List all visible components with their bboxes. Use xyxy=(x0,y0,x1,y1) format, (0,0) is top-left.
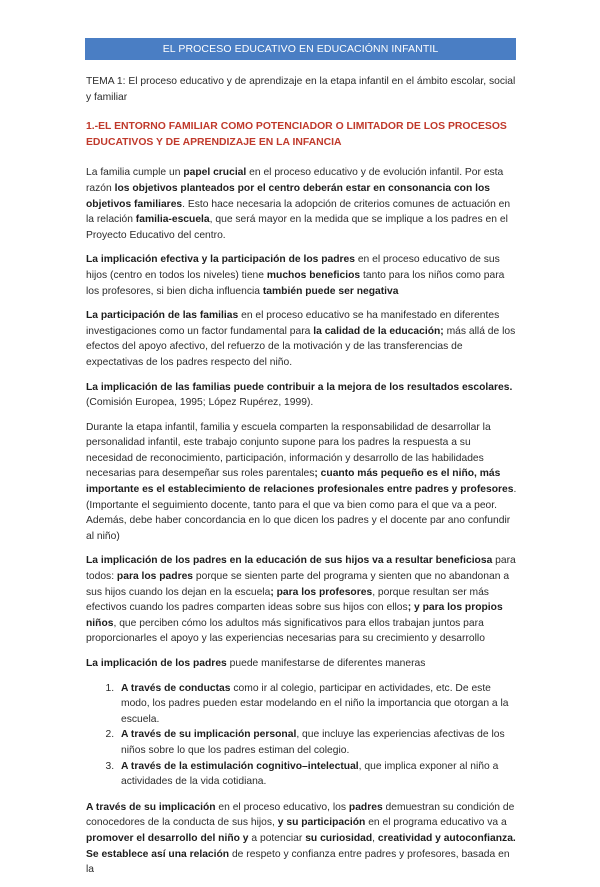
list-item: 2. A través de su implicación personal, que incluye las experiencias afectivas de los niños sobre lo que los padres estiman del colegio. xyxy=(117,727,518,758)
paragraph-benefits: La implicación de los padres en la educación de sus hijos va a resultar beneficiosa para todos: para los padres porque se sienten parte del programa y sienten que no abandonan a sus hijos cuando los dejan en la escuela; para los profesores, porque resultan ser más efectivos cuando los padres comparten ideas sobre sus hijos con ellos; y para los propios niños, que perciben cómo los adultos más significativos para ellos trabajan juntos para proporcionarles el apoyo y las experiencias necesarias para su crecimiento y desarrollo xyxy=(86,555,516,645)
paragraph-school-results: La implicación de las familias puede contribuir a la mejora de los resultados escolares. (Comisión Europea, 1995; López Rupérez, 1999). xyxy=(86,381,513,409)
ways-list xyxy=(86,681,518,790)
paragraph-implication-outcomes: A través de su implicación en el proceso educativo, los padres demuestran su condición de conocedores de la conducta de sus hijos, y su participación en el programa educativo va a promover el desarrollo del niño y a potenciar su curiosidad, creatividad y autoconfianza. Se establece así una relación de respeto y confianza entre padres y profesores, basada en la xyxy=(86,801,516,876)
document-header-banner xyxy=(85,38,516,60)
paragraph-early-childhood: Durante la etapa infantil, familia y escuela comparten la responsabilidad de desarrollar la personalidad infantil, este trabajo conjunto supone para los padres la respuesta a su necesidad de reconocimiento, participación, información y desarrollo de las habilidades necesarias para desempeñar sus roles parentales; cuanto más pequeño es el niño, más importante es el establecimiento de relaciones profesionales entre padres y profesores.(Importante el seguimiento docente, tanto para el que va bien como para el que va a peor. Además, debe haber concordancia en lo que dicen los padres y el docente par ano confundir al niño) xyxy=(86,421,517,542)
topic-title: TEMA 1: El proceso educativo y de aprendizaje en la etapa infantil en el ámbito escolar, social y familiar xyxy=(86,76,516,103)
paragraph-family-role: La familia cumple un papel crucial en el proceso educativo y de evolución infantil. Por esta razón los objetivos planteados por el centro deberán estar en consonancia con los objetivos familiares. Esto hace necesaria la adopción de criterios comunes de actuación en la relación familia-escuela, que será mayor en la medida que se implique a los padres en el Proyecto Educativo del centro. xyxy=(86,167,511,241)
list-item: 3. A través de la estimulación cognitivo–intelectual, que implica exponer al niño a actividades de la vida cotidiana. xyxy=(117,759,518,790)
paragraph-family-participation: La participación de las familias en el proceso educativo se ha manifestado en diferentes investigaciones como un factor fundamental para la calidad de la educación; más allá de los efectos del apoyo afectivo, del refuerzo de la motivación y de las transferencias de expectativas de los padres respecto del niño. xyxy=(86,310,516,368)
document-body xyxy=(86,74,518,887)
document-header-title: EL PROCESO EDUCATIVO EN EDUCACIÓNN INFANTIL xyxy=(162,43,439,55)
paragraph-ways-intro: La implicación de los padres puede manifestarse de diferentes maneras xyxy=(86,658,426,669)
list-item: 1. A través de conductas como ir al colegio, participar en actividades, etc. De este modo, los padres pueden estar modelando en el niño la importancia que otorgan a la escuela. xyxy=(117,681,518,728)
paragraph-parent-involvement: La implicación efectiva y la participación de los padres en el proceso educativo de sus hijos (centro en todos los niveles) tiene muchos beneficios tanto para los niños como para los profesores, si bien dicha influencia también puede ser negativa xyxy=(86,254,505,297)
section-heading: 1.-EL ENTORNO FAMILIAR COMO POTENCIADOR O LIMITADOR DE LOS PROCESOS EDUCATIVOS Y DE APRENDIZAJE EN LA INFANCIA xyxy=(86,121,507,148)
